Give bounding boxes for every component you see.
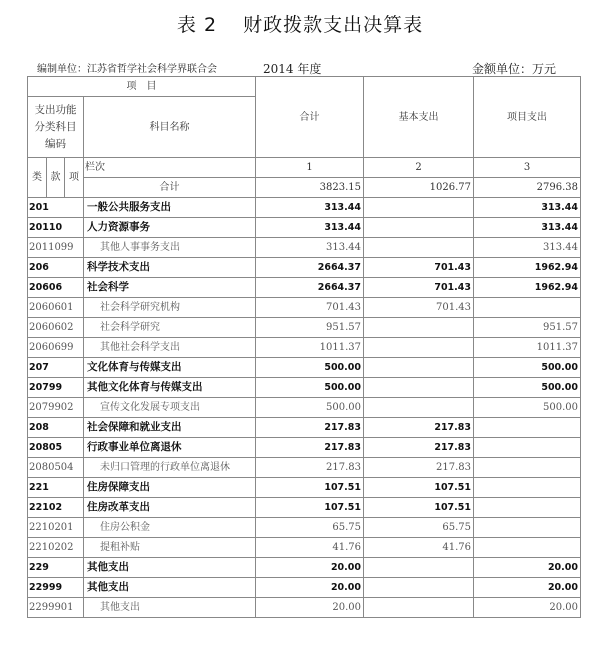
total-row (28, 178, 581, 198)
amount-project (474, 458, 581, 478)
header-column-index-label: 栏次 (84, 158, 256, 178)
amount-total: 20.00 (256, 578, 364, 598)
amount-basic: 701.43 (364, 278, 474, 298)
table-number: 表 2 (176, 14, 218, 36)
subject-code: 208 (28, 418, 84, 438)
subject-name: 住房保障支出 (84, 478, 256, 498)
subject-name: 其他支出 (84, 598, 256, 618)
subject-name: 文化体育与传媒支出 (84, 358, 256, 378)
amount-basic: 701.43 (364, 298, 474, 318)
amount-basic (364, 398, 474, 418)
table-title: 财政拨款支出决算表 (243, 14, 424, 36)
amount-total: 951.57 (256, 318, 364, 338)
header-code-group: 支出功能分类科目编码 (28, 97, 84, 158)
subject-code: 206 (28, 258, 84, 278)
amount-total: 107.51 (256, 498, 364, 518)
amount-total: 313.44 (256, 198, 364, 218)
amount-project: 1962.94 (474, 278, 581, 298)
table-row (28, 258, 581, 278)
header-subject-name: 科目名称 (84, 97, 256, 158)
subject-code: 2210202 (28, 538, 84, 558)
subject-name: 社会科学研究 (84, 318, 256, 338)
subject-name: 其他人事事务支出 (84, 238, 256, 258)
table-row (28, 378, 581, 398)
subject-name: 社会科学 (84, 278, 256, 298)
amount-basic (364, 218, 474, 238)
amount-project: 313.44 (474, 238, 581, 258)
subject-name: 其他支出 (84, 558, 256, 578)
total-basic: 1026.77 (364, 178, 474, 198)
subject-name: 科学技术支出 (84, 258, 256, 278)
subject-code: 201 (28, 198, 84, 218)
amount-total: 2664.37 (256, 278, 364, 298)
amount-total: 41.76 (256, 538, 364, 558)
amount-project (474, 538, 581, 558)
amount-basic (364, 198, 474, 218)
subject-code: 2079902 (28, 398, 84, 418)
amount-basic: 107.51 (364, 478, 474, 498)
subject-code: 20110 (28, 218, 84, 238)
subject-name: 一般公共服务支出 (84, 198, 256, 218)
amount-total: 217.83 (256, 458, 364, 478)
amount-project (474, 518, 581, 538)
subject-code: 207 (28, 358, 84, 378)
amount-project (474, 298, 581, 318)
header-index-1: 1 (256, 158, 364, 178)
subject-name: 住房公积金 (84, 518, 256, 538)
subject-code: 229 (28, 558, 84, 578)
subject-code: 2060601 (28, 298, 84, 318)
amount-project: 951.57 (474, 318, 581, 338)
subject-code: 20805 (28, 438, 84, 458)
header-row-project (28, 77, 581, 97)
amount-basic (364, 338, 474, 358)
amount-project: 20.00 (474, 578, 581, 598)
table-row (28, 298, 581, 318)
subject-name: 人力资源事务 (84, 218, 256, 238)
amount-total: 65.75 (256, 518, 364, 538)
amount-basic (364, 318, 474, 338)
amount-basic: 41.76 (364, 538, 474, 558)
amount-total: 217.83 (256, 418, 364, 438)
amount-total: 107.51 (256, 478, 364, 498)
table-row (28, 498, 581, 518)
amount-project: 20.00 (474, 558, 581, 578)
amount-project: 313.44 (474, 218, 581, 238)
amount-project: 500.00 (474, 378, 581, 398)
compiling-unit: 编制单位：江苏省哲学社会科学界联合会 (37, 64, 217, 75)
subject-name: 宣传文化发展专项支出 (84, 398, 256, 418)
table-row (28, 598, 581, 618)
amount-total: 313.44 (256, 218, 364, 238)
amount-project: 1962.94 (474, 258, 581, 278)
amount-total: 500.00 (256, 398, 364, 418)
amount-project: 20.00 (474, 598, 581, 618)
amount-project: 1011.37 (474, 338, 581, 358)
table-row (28, 578, 581, 598)
amount-total: 1011.37 (256, 338, 364, 358)
amount-total: 701.43 (256, 298, 364, 318)
subject-name: 住房改革支出 (84, 498, 256, 518)
subject-code: 2011099 (28, 238, 84, 258)
subject-code: 2080504 (28, 458, 84, 478)
amount-basic (364, 578, 474, 598)
amount-basic: 107.51 (364, 498, 474, 518)
subject-code: 2060699 (28, 338, 84, 358)
subject-name: 提租补贴 (84, 538, 256, 558)
subject-code: 2060602 (28, 318, 84, 338)
page-title (0, 10, 600, 37)
amount-project: 500.00 (474, 358, 581, 378)
amount-total: 500.00 (256, 378, 364, 398)
amount-total: 217.83 (256, 438, 364, 458)
subject-code: 20606 (28, 278, 84, 298)
table-row (28, 458, 581, 478)
total-label: 合计 (84, 178, 256, 198)
subject-name: 其他支出 (84, 578, 256, 598)
subject-name: 社会保障和就业支出 (84, 418, 256, 438)
amount-basic (364, 558, 474, 578)
header-project: 项 目 (28, 77, 256, 97)
header-xiang: 项 (65, 158, 84, 198)
header-index-2: 2 (364, 158, 474, 178)
header-kuan: 款 (47, 158, 65, 198)
money-unit: 金额单位：万元 (472, 62, 557, 76)
amount-basic (364, 358, 474, 378)
table-row (28, 218, 581, 238)
table-row (28, 418, 581, 438)
table-row (28, 538, 581, 558)
table-row (28, 318, 581, 338)
header-row-index (28, 158, 581, 178)
subject-name: 未归口管理的行政单位离退休 (84, 458, 256, 478)
subject-name: 其他社会科学支出 (84, 338, 256, 358)
header-basic: 基本支出 (364, 77, 474, 158)
subject-name: 社会科学研究机构 (84, 298, 256, 318)
subject-code: 221 (28, 478, 84, 498)
table-row (28, 238, 581, 258)
fiscal-year: 2014 年度 (263, 62, 322, 76)
amount-project (474, 478, 581, 498)
amount-total: 313.44 (256, 238, 364, 258)
subject-code: 22999 (28, 578, 84, 598)
table-row (28, 198, 581, 218)
table-row (28, 278, 581, 298)
amount-total: 20.00 (256, 598, 364, 618)
table-row (28, 398, 581, 418)
table-row (28, 438, 581, 458)
expenditure-table (27, 76, 581, 618)
total-project: 2796.38 (474, 178, 581, 198)
subject-name: 行政事业单位离退休 (84, 438, 256, 458)
table-row (28, 558, 581, 578)
amount-project (474, 498, 581, 518)
amount-project (474, 418, 581, 438)
amount-basic: 65.75 (364, 518, 474, 538)
amount-total: 500.00 (256, 358, 364, 378)
table-row (28, 518, 581, 538)
table-row (28, 338, 581, 358)
amount-total: 20.00 (256, 558, 364, 578)
amount-basic (364, 598, 474, 618)
subject-code: 22102 (28, 498, 84, 518)
amount-basic (364, 378, 474, 398)
amount-total: 2664.37 (256, 258, 364, 278)
subject-name: 其他文化体育与传媒支出 (84, 378, 256, 398)
subject-code: 20799 (28, 378, 84, 398)
amount-project: 500.00 (474, 398, 581, 418)
amount-basic (364, 238, 474, 258)
header-index-3: 3 (474, 158, 581, 178)
table-row (28, 478, 581, 498)
total-total: 3823.15 (256, 178, 364, 198)
subject-code: 2210201 (28, 518, 84, 538)
amount-basic: 701.43 (364, 258, 474, 278)
amount-project (474, 438, 581, 458)
header-project-expenditure: 项目支出 (474, 77, 581, 158)
subject-code: 2299901 (28, 598, 84, 618)
amount-basic: 217.83 (364, 458, 474, 478)
amount-basic: 217.83 (364, 418, 474, 438)
header-lei: 类 (28, 158, 47, 198)
amount-basic: 217.83 (364, 438, 474, 458)
table-row (28, 358, 581, 378)
header-total: 合计 (256, 77, 364, 158)
amount-project: 313.44 (474, 198, 581, 218)
